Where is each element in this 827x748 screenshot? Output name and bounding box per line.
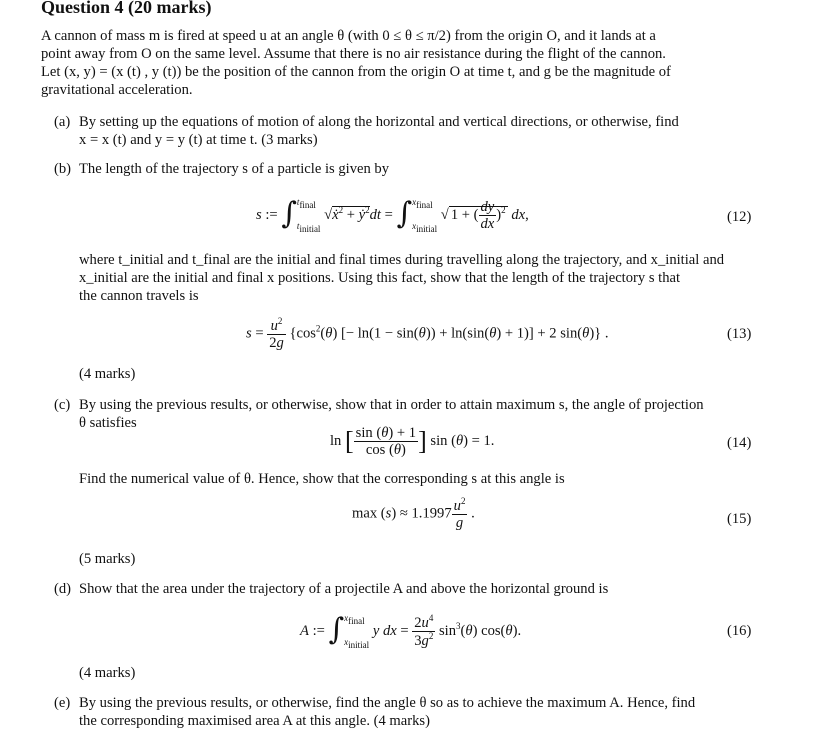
part-b-after <box>79 251 757 305</box>
part-c-find: Find the numerical value of θ. Hence, show that the corresponding s at this angle is <box>79 471 565 487</box>
part-e-line-2: the corresponding maximised area A at this angle. (4 marks) <box>79 713 430 729</box>
part-b-marks: (4 marks) <box>79 366 136 382</box>
part-d-intro: Show that the area under the trajectory of a projectile A and above the horizontal ground is <box>79 581 609 597</box>
equation-13-number: (13) <box>727 326 752 342</box>
part-a-label: (a) <box>54 114 71 130</box>
part-e-text <box>79 694 757 730</box>
part-e-line-1: By using the previous results, or otherwise, find the angle θ so as to achieve the maximum A. Hence, find <box>79 695 696 711</box>
part-d-label: (d) <box>54 581 72 597</box>
page-title: Question 4 (20 marks) <box>41 0 212 17</box>
equation-16: A := ∫ $x_{final}$ $x_{initial}$ y dx = $\frac{2u^4}{3g^2}$ $\sin^3(\theta)$ cos(θ). <box>300 612 522 650</box>
part-b-after-line-3: the cannon travels is <box>79 288 199 304</box>
part-d-marks: (4 marks) <box>79 665 136 681</box>
equation-15: max (s) ≈ 1.1997 $\frac{u^2}{g}$ . <box>352 496 475 531</box>
equation-12: s := ∫ $t_{final}$ $t_{initial}$ √ẋ$^2$ + ẏ$^2$dt = ∫ $x_{final}$ $x_{initial}$ √ 1 + ( $\frac{dy}{dx}$ )$^2$ dx, <box>256 196 529 234</box>
part-b-intro: The length of the trajectory s of a particle is given by <box>79 161 390 177</box>
question-intro <box>41 27 757 99</box>
part-b-after-line-2: x_initial are the initial and final x positions. Using this fact, show that the length of the trajectory s that <box>79 270 681 286</box>
intro-line-1: A cannon of mass m is fired at speed u at an angle θ (with 0 ≤ θ ≤ π/2) from the origin O, and it lands at a <box>41 28 656 44</box>
intro-line-3: Let (x, y) = (x (t) , y (t)) be the position of the cannon from the origin O at time t, and g be the magnitude of <box>41 64 671 80</box>
part-e-label: (e) <box>54 695 71 711</box>
part-c-label: (c) <box>54 397 71 413</box>
equation-14-number: (14) <box>727 435 752 451</box>
intro-line-4: gravitational acceleration. <box>41 82 193 98</box>
part-c-line-1: By using the previous results, or otherwise, show that in order to attain maximum s, the angle of projection <box>79 397 704 413</box>
part-a-line-2: x = x (t) and y = y (t) at time t. (3 marks) <box>79 132 318 148</box>
equation-12-number: (12) <box>727 209 752 225</box>
part-a-line-1: By setting up the equations of motion of along the horizontal and vertical directions, or otherwise, find <box>79 114 679 130</box>
equation-15-number: (15) <box>727 511 752 527</box>
part-c-line-2: θ satisfies <box>79 415 137 431</box>
part-a-text <box>79 113 757 149</box>
equation-14: ln [ $\frac{\sin (\theta) + 1}{\cos (\theta)}$ ] sin (θ) = 1. <box>330 425 495 459</box>
intro-line-2: point away from O on the same level. Assume that there is no air resistance during the flight of the cannon. <box>41 46 666 62</box>
part-b-after-line-1: where t_initial and t_final are the initial and final times during travelling along the trajectory, and x_initial and <box>79 252 725 268</box>
part-b-label: (b) <box>54 161 72 177</box>
equation-13: s = $\frac{u^2}{2g}$ {$\cos^2(\theta)$ [− ln(1 − sin(θ)) + ln(sin(θ) + 1)] + 2 sin(θ)} . <box>246 316 609 351</box>
part-c-marks: (5 marks) <box>79 551 136 567</box>
equation-16-number: (16) <box>727 623 752 639</box>
